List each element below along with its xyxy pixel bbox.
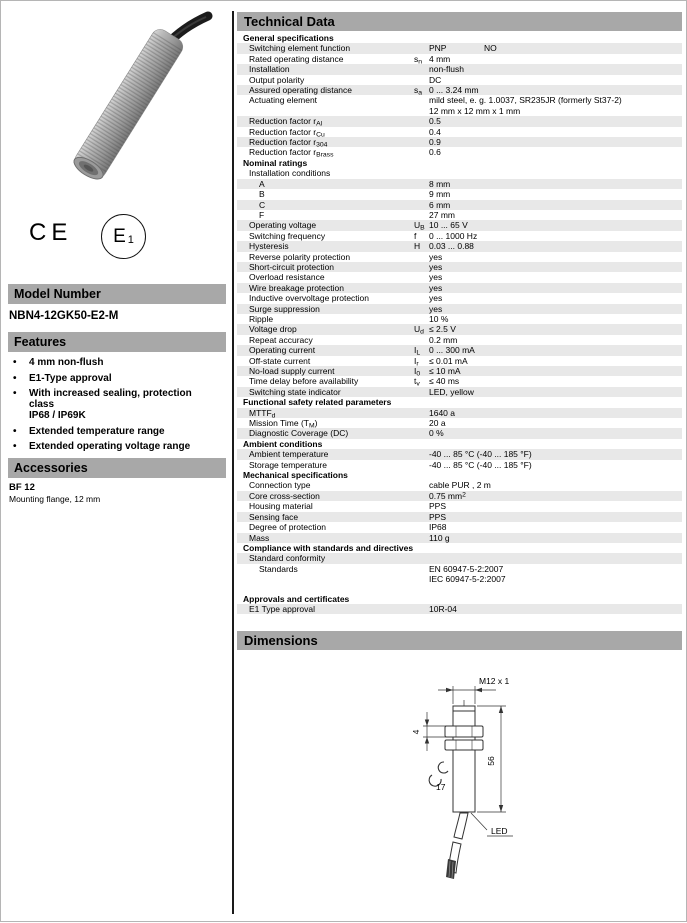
- spec-row-value: [429, 168, 682, 178]
- feature-text: E1-Type approval: [29, 372, 112, 384]
- spec-row-value: non-flush: [429, 64, 464, 75]
- spec-row-value: 6 mm: [429, 199, 451, 210]
- spec-row: [237, 335, 682, 345]
- spec-row-symbol: $s_n$: [414, 53, 423, 66]
- spec-row: [237, 43, 682, 53]
- spec-row-label: Inductive overvoltage protection: [249, 293, 370, 304]
- spec-row: [237, 231, 682, 241]
- spec-row-value: mild steel, e. g. 1.0037, SR235JR (formerly St37-2) 12 mm x 12 mm x 1 mm: [429, 95, 622, 116]
- spec-row-symbol: [414, 272, 429, 282]
- spec-row-value: [429, 553, 682, 563]
- spec-row: [237, 564, 682, 585]
- spec-row-label: Mass: [249, 532, 270, 543]
- spec-row-symbol: $U_B$: [414, 220, 425, 232]
- spec-row-value: yes: [429, 251, 443, 262]
- spec-row-value: yes: [429, 303, 443, 314]
- spec-row-value: 0 ... 300 mA: [429, 345, 475, 356]
- spec-row-symbol: [414, 491, 429, 501]
- spec-row-label: E1 Type approval: [249, 603, 315, 614]
- spec-row-value: 0.9: [429, 137, 441, 148]
- spec-row: [237, 272, 682, 282]
- spec-row-label: Off-state current: [249, 355, 311, 366]
- spec-row-label: Operating current: [249, 345, 316, 356]
- spec-table: [237, 33, 682, 614]
- spec-row: [237, 137, 682, 147]
- spec-row-symbol: f: [414, 230, 417, 241]
- spec-row-value: 0.6: [429, 147, 441, 158]
- spec-row-value: 0.03 ... 0.88: [429, 241, 474, 252]
- e1-letter: E: [113, 225, 126, 247]
- spec-row-symbol: [414, 512, 429, 522]
- spec-row-label: Installation conditions: [249, 168, 331, 179]
- spec-row-symbol: $t_v$: [414, 376, 420, 388]
- ce-mark: CE: [29, 219, 73, 246]
- e1-number: 1: [127, 233, 134, 246]
- drawing-cable: [446, 813, 468, 879]
- spec-row-label: Switching element function: [249, 43, 351, 54]
- spec-row-value: yes: [429, 261, 443, 272]
- led-label: LED: [491, 826, 508, 836]
- spec-row-symbol: [414, 189, 429, 199]
- spec-row-label: Diagnostic Coverage (DC): [249, 428, 349, 439]
- spec-row-value: yes: [429, 282, 443, 293]
- spec-row-value: EN 60947-5-2:2007 IEC 60947-5-2:2007: [429, 563, 506, 585]
- bullet-icon: •: [13, 372, 17, 384]
- spec-section-title: Functional safety related parameters: [243, 397, 392, 408]
- spec-row-symbol: [414, 387, 429, 397]
- spec-row-symbol: [414, 480, 429, 490]
- spec-row-symbol: $I_L$: [414, 345, 421, 357]
- spec-row: [237, 491, 682, 501]
- spec-row: [237, 324, 682, 334]
- spec-row: [237, 418, 682, 428]
- accessory-description: Mounting flange, 12 mm: [9, 494, 101, 504]
- spec-row-value: 0 %: [429, 428, 444, 439]
- left-column: [1, 1, 232, 923]
- spec-row-label: Connection type: [249, 480, 311, 491]
- bullet-icon: •: [13, 441, 17, 452]
- spec-row-symbol: H: [414, 241, 421, 252]
- spec-row-label: C: [259, 199, 266, 210]
- spec-row-symbol: [414, 252, 429, 262]
- spec-row-label: Degree of protection: [249, 522, 327, 533]
- thread-size-label: M12 x 1: [479, 676, 510, 686]
- spec-row: [237, 512, 682, 522]
- spec-row-symbol: [414, 75, 429, 85]
- spec-row-value: ≤ 0.01 mA: [429, 355, 468, 366]
- spec-row-value: IP68: [429, 522, 447, 533]
- spec-row: [237, 168, 682, 178]
- spec-row-label: Reduction factor $r_{304}$: [249, 137, 328, 149]
- accessory-name: BF 12: [9, 482, 35, 493]
- spec-row-symbol: [414, 428, 429, 438]
- spec-row-label: Ambient temperature: [249, 449, 329, 460]
- spec-row-symbol: $I_0$: [414, 366, 421, 378]
- e1-approval-badge: [101, 214, 146, 259]
- feature-item: [11, 357, 223, 368]
- bullet-icon: •: [13, 388, 17, 399]
- spec-row: [237, 64, 682, 74]
- spec-row-label: Sensing face: [249, 511, 299, 522]
- spec-row-symbol: [414, 283, 429, 293]
- spec-row-symbol: [414, 116, 429, 126]
- spec-row: [237, 553, 682, 563]
- spec-section-title: Approvals and certificates: [243, 593, 350, 604]
- bullet-icon: •: [13, 357, 17, 368]
- spec-row-value: 0.5: [429, 116, 441, 127]
- spec-row-value: 27 mm: [429, 209, 455, 220]
- feature-text: Extended operating voltage range: [29, 441, 191, 452]
- feature-item: [11, 426, 223, 437]
- spec-row-symbol: [414, 304, 429, 314]
- dimension-drawing: [366, 656, 576, 896]
- spec-row: [237, 428, 682, 438]
- spec-row: [237, 460, 682, 470]
- spec-row: [237, 522, 682, 532]
- feature-item: [11, 441, 223, 452]
- bullet-icon: •: [13, 425, 17, 437]
- spec-row-symbol: [414, 137, 429, 147]
- spec-row-symbol: [414, 200, 429, 210]
- spec-row-value: ≤ 10 mA: [429, 366, 461, 376]
- spec-section-title: Ambient conditions: [243, 438, 323, 449]
- spec-row-label: F: [259, 209, 265, 220]
- spec-row-label: Short-circuit protection: [249, 261, 335, 272]
- spec-row-label: Housing material: [249, 501, 313, 512]
- spec-row: [237, 293, 682, 303]
- spec-row: [237, 314, 682, 324]
- spec-row-value: 4 mm: [429, 53, 451, 64]
- model-number: NBN4-12GK50-E2-M: [9, 310, 119, 322]
- feature-text: With increased sealing, protection class IP68 / IP69K: [29, 388, 192, 421]
- spec-row-label: Actuating element: [249, 95, 318, 106]
- spec-row-label: Surge suppression: [249, 303, 320, 314]
- spec-section: [237, 594, 682, 615]
- spec-row-value: 0 ... 3.24 mm: [429, 85, 479, 96]
- feature-item: [11, 373, 223, 384]
- spec-row-label: Rated operating distance: [249, 53, 344, 64]
- spec-row-symbol: [414, 179, 429, 189]
- spec-row-value: yes: [429, 293, 443, 304]
- spec-row: [237, 501, 682, 511]
- led-leader-line: [471, 813, 487, 830]
- spec-row: [237, 75, 682, 85]
- accessories-header: Accessories: [8, 458, 226, 478]
- feature-item: [11, 388, 223, 421]
- feature-text: Extended temperature range: [29, 425, 165, 437]
- spec-row: [237, 85, 682, 95]
- spec-section: [237, 158, 682, 397]
- spec-row-symbol: [414, 293, 429, 303]
- body-length-label: 56: [486, 756, 496, 766]
- spec-section-title: General specifications: [243, 33, 334, 43]
- model-number-header: Model Number: [8, 284, 226, 304]
- spec-row-symbol: [414, 147, 429, 157]
- spec-row-label: Storage temperature: [249, 459, 327, 470]
- spec-row-value: 10R-04: [429, 603, 457, 614]
- spec-row-label: Ripple: [249, 313, 274, 324]
- spec-row: [237, 376, 682, 386]
- nut-height-dimension: [423, 712, 447, 751]
- spec-row-label: Switching state indicator: [249, 386, 341, 397]
- spec-row-value: 0.2 mm: [429, 334, 458, 345]
- spec-row-symbol: $U_d$: [414, 324, 424, 336]
- spec-row-value: 1640 a: [429, 407, 455, 418]
- product-photo-sensor: [16, 9, 216, 194]
- spec-row-symbol: [414, 564, 429, 585]
- column-divider-line: [232, 11, 234, 914]
- wrench-size-label: 17: [436, 782, 446, 792]
- spec-row: [237, 533, 682, 543]
- spec-row: [237, 200, 682, 210]
- spec-row-value: 8 mm: [429, 178, 451, 189]
- spec-row: [237, 252, 682, 262]
- technical-data-header: Technical Data: [237, 12, 682, 31]
- spec-row: [237, 210, 682, 220]
- spec-row-value: PPS: [429, 511, 447, 522]
- spec-row-value: DC: [429, 74, 442, 85]
- spec-row-label: Standards: [259, 563, 298, 574]
- spec-row: [237, 147, 682, 157]
- spec-row: [237, 116, 682, 126]
- spec-row-label: Overload resistance: [249, 272, 325, 283]
- spec-row-value: -40 ... 85 °C (-40 ... 185 °F): [429, 449, 532, 460]
- spec-row-label: Time delay before availability: [249, 376, 359, 387]
- spec-row-symbol: $I_r$: [414, 355, 419, 368]
- spec-row-label: Voltage drop: [249, 324, 297, 335]
- spec-row-symbol: [414, 314, 429, 324]
- features-header: Features: [8, 332, 226, 352]
- spec-section: [237, 543, 682, 585]
- spec-row: [237, 283, 682, 293]
- spec-row: [237, 345, 682, 355]
- spec-row-label: No-load supply current: [249, 366, 335, 376]
- spec-row-value: 20 a: [429, 418, 446, 429]
- nut-height-label: 4: [411, 729, 421, 735]
- sensor-body: [70, 26, 186, 184]
- spec-row-value: ≤ 2.5 V: [429, 324, 456, 335]
- spec-row-value: 9 mm: [429, 189, 451, 200]
- spec-row-label: Reverse polarity protection: [249, 251, 351, 262]
- spec-row: [237, 241, 682, 251]
- spec-row-symbol: [414, 501, 429, 511]
- spec-section: [237, 33, 682, 158]
- spec-section-title: Compliance with standards and directives: [243, 542, 414, 553]
- spec-row-value: 10 %: [429, 313, 449, 324]
- spec-row-symbol: [414, 449, 429, 459]
- spec-row-symbol: [414, 95, 429, 116]
- spec-row-label: $MTTF_d$: [249, 407, 276, 420]
- feature-text: 4 mm non-flush: [29, 357, 104, 368]
- sensor-outline: [453, 706, 475, 812]
- spec-section: [237, 470, 682, 543]
- spec-row-symbol: $s_a$: [414, 85, 423, 97]
- dimensions-header: Dimensions: [237, 631, 682, 650]
- spec-row-label: Operating voltage: [249, 220, 317, 231]
- spec-row-symbol: [414, 262, 429, 272]
- spec-row-label: B: [259, 189, 265, 200]
- spec-row-value: yes: [429, 272, 443, 283]
- spec-row-label: Core cross-section: [249, 490, 320, 501]
- spec-row-value: -40 ... 85 °C (-40 ... 185 °F): [429, 459, 532, 470]
- spec-row-value: LED, yellow: [429, 386, 474, 397]
- spec-row-label: Standard conformity: [249, 553, 326, 564]
- spec-row-value: cable PUR , 2 m: [429, 480, 491, 491]
- spec-row: [237, 304, 682, 314]
- spec-row-symbol: [414, 522, 429, 532]
- spec-row-label: Output polarity: [249, 74, 305, 85]
- spec-row: [237, 449, 682, 459]
- spec-row-label: Reduction factor $r_{Cu}$: [249, 126, 325, 139]
- spec-row-value: PPS: [429, 501, 447, 512]
- spec-section-title: Mechanical specifications: [243, 470, 348, 481]
- spec-row: [237, 366, 682, 376]
- spec-row-value: 0.4: [429, 126, 441, 137]
- spec-row-label: Switching frequency: [249, 230, 326, 241]
- spec-section-title: Nominal ratings: [243, 157, 308, 168]
- spec-row-symbol: [414, 210, 429, 220]
- spec-row-symbol: [414, 43, 429, 53]
- spec-section: [237, 439, 682, 470]
- spec-row-symbol: [414, 460, 429, 470]
- spec-row-label: Mission Time $(T_M)$: [249, 418, 318, 430]
- spec-row: [237, 127, 682, 137]
- spec-row: [237, 220, 682, 230]
- spec-row: [237, 408, 682, 418]
- spec-row-label: Reduction factor $r_{Brass}$: [249, 147, 334, 159]
- spec-row-value: 10 ... 65 V: [429, 220, 468, 231]
- spec-row-symbol: [414, 418, 429, 428]
- spec-section: [237, 397, 682, 439]
- spec-row-symbol: [414, 604, 429, 614]
- spec-row: [237, 189, 682, 199]
- spec-row: [237, 95, 682, 116]
- spec-row-symbol: [414, 64, 429, 74]
- spec-row-symbol: [414, 553, 429, 563]
- spec-row-label: Wire breakage protection: [249, 282, 344, 293]
- spec-row: [237, 387, 682, 397]
- spec-row-value: 0.75 $mm^2$: [429, 490, 466, 501]
- spec-row-label: Installation: [249, 64, 290, 75]
- spec-row: [237, 54, 682, 64]
- spec-row-symbol: [414, 408, 429, 418]
- spec-row: [237, 179, 682, 189]
- spec-row-label: Assured operating distance: [249, 85, 353, 96]
- spec-row-label: Reduction factor $r_{Al}$: [249, 116, 323, 128]
- features-list: [11, 357, 223, 457]
- spec-row: [237, 262, 682, 272]
- spec-row: [237, 356, 682, 366]
- spec-row: [237, 604, 682, 614]
- spec-row-symbol: [414, 335, 429, 345]
- spec-row-label: A: [259, 178, 265, 189]
- spec-row-value: ≤ 40 ms: [429, 376, 460, 387]
- spec-row-label: Hysteresis: [249, 241, 289, 252]
- spec-row-value: 110 g: [429, 532, 450, 543]
- spec-row-value: 0 ... 1000 Hz: [429, 230, 478, 241]
- spec-row-symbol: [414, 168, 429, 178]
- spec-row-value: PNP NO: [429, 43, 497, 54]
- spec-row-symbol: [414, 533, 429, 543]
- spec-row-label: Repeat accuracy: [249, 334, 313, 345]
- spec-row: [237, 480, 682, 490]
- spec-row-symbol: [414, 127, 429, 137]
